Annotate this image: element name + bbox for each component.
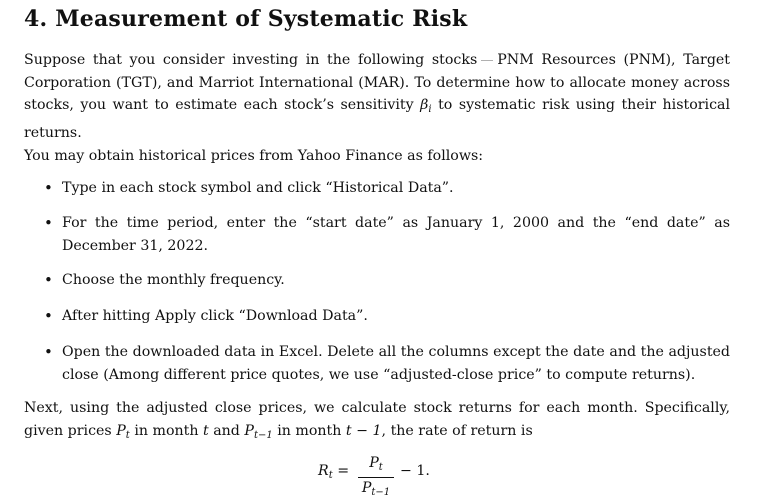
bullet-glyph: • xyxy=(44,214,53,232)
intro-text-b: PNM Resources (PNM), Target Corporation (TGT), and Marriot International (MAR). To determine how to allocate money across stocks, you want to estimate each stock’s sensitivity xyxy=(24,52,731,113)
list-item xyxy=(44,341,730,386)
list-item-text: For the time period, enter the “start date” as January 1, 2000 and the “end date” as December 31, 2022. xyxy=(62,215,730,254)
beta-symbol: β xyxy=(420,97,429,113)
list-item-text: After hitting Apply click “Download Data”. xyxy=(62,308,368,324)
bullet-glyph: • xyxy=(44,343,53,361)
return-equation xyxy=(318,455,458,498)
bullet-glyph: • xyxy=(44,271,53,289)
return-var: R xyxy=(318,463,329,479)
next-text-d: in month xyxy=(277,422,342,439)
month-prev-expr: t − 1 xyxy=(345,422,382,439)
obtain-intro: You may obtain historical prices from Yahoo Finance as follows: xyxy=(24,148,484,164)
section-heading: 4. Measurement of Systematic Risk xyxy=(24,6,468,32)
intro-text-c: to systematic risk using their historical returns. xyxy=(24,97,731,141)
returns-paragraph xyxy=(24,397,730,447)
list-item xyxy=(44,305,730,328)
list-item xyxy=(44,212,730,257)
denominator-var: P xyxy=(361,480,372,496)
fraction xyxy=(358,455,394,501)
numerator-sub: t xyxy=(378,462,383,473)
denominator-sub: t−1 xyxy=(371,487,391,498)
fraction-denominator xyxy=(358,480,394,501)
numerator-var: P xyxy=(369,455,379,471)
bullet-glyph: • xyxy=(44,179,53,197)
return-sub: t xyxy=(328,470,333,481)
price-var: P xyxy=(116,422,126,439)
intro-text-a: Suppose that you consider investing in the following stocks xyxy=(24,52,478,68)
beta-subscript: i xyxy=(428,104,432,115)
list-item-text: Choose the monthly frequency. xyxy=(62,272,285,288)
month-var: t xyxy=(202,422,209,439)
fraction-numerator xyxy=(358,455,394,476)
equation-rhs: − 1. xyxy=(400,463,430,479)
price-sub-t: t xyxy=(125,429,130,441)
next-text-c: and xyxy=(213,422,240,439)
equals-sign: = xyxy=(337,463,350,479)
list-item-text: Type in each stock symbol and click “Historical Data”. xyxy=(62,180,454,196)
next-text-b: in month xyxy=(134,422,199,439)
price-var-prev: P xyxy=(244,422,254,439)
next-text-f: , the rate of return is xyxy=(381,422,533,439)
list-item-text: Open the downloaded data in Excel. Delete all the columns except the date and the adjusted close (Among different price quotes, we use “adjusted-close price” to compute returns). xyxy=(62,344,730,383)
dash-separator xyxy=(481,60,493,61)
bullet-glyph: • xyxy=(44,307,53,325)
list-item xyxy=(44,269,730,292)
list-item xyxy=(44,177,730,200)
intro-paragraph xyxy=(24,49,730,144)
next-text-a: Next, using the adjusted close prices, we calculate stock returns for each month. Specifically, given prices xyxy=(24,400,730,439)
price-sub-t1: t−1 xyxy=(253,429,273,441)
fraction-bar xyxy=(358,477,394,478)
equation-lhs xyxy=(318,463,349,481)
